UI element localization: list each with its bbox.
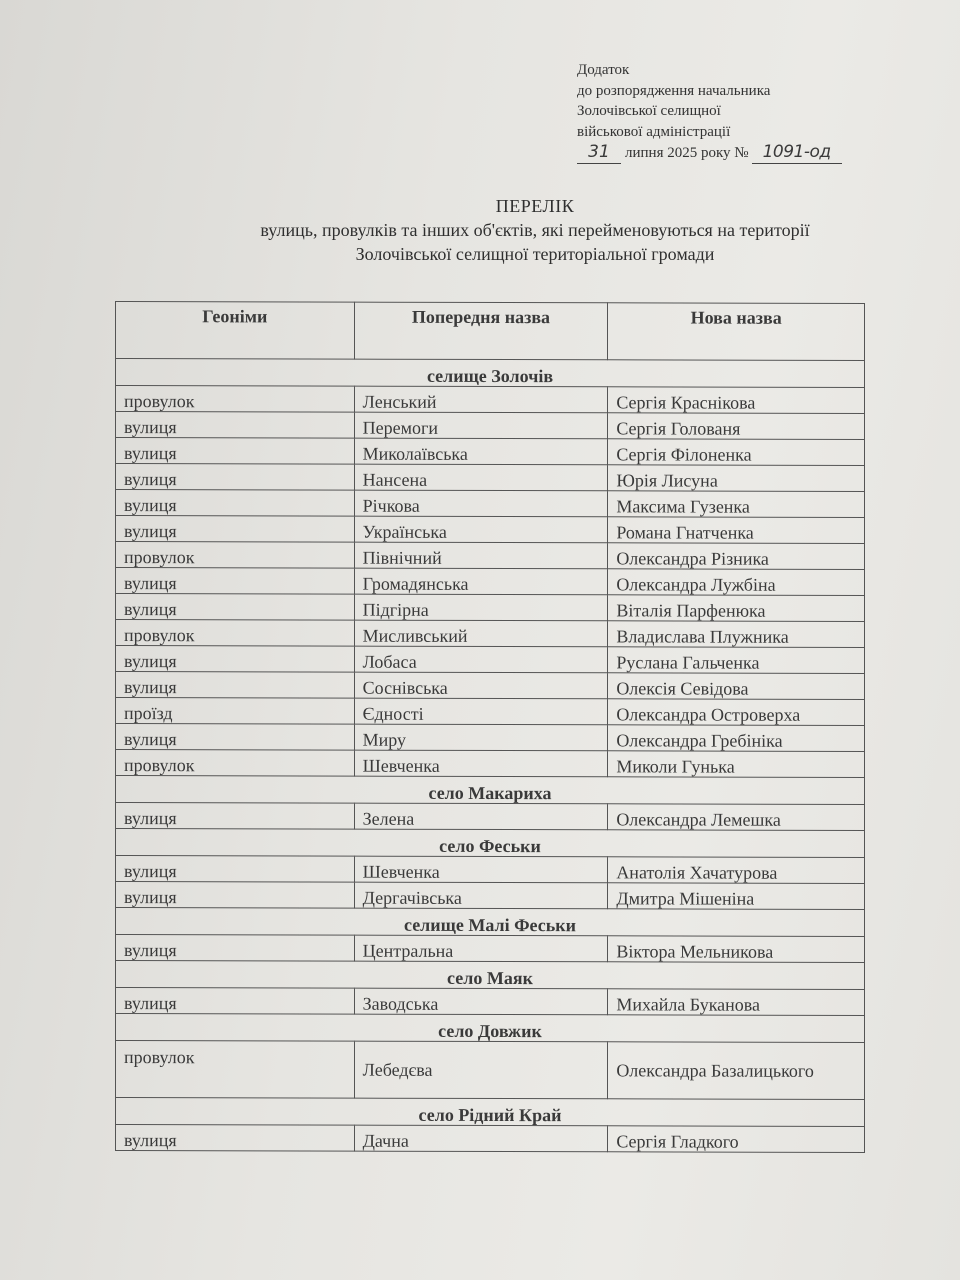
- section-row: [116, 776, 865, 805]
- new-name-cell: Владислава Плужника: [608, 621, 865, 648]
- geonym-cell: вулиця: [116, 988, 355, 1015]
- new-name-cell: Романа Гнатченка: [608, 517, 865, 544]
- new-name-cell: Олександра Гребініка: [608, 725, 865, 752]
- new-name-cell: Віктора Мельникова: [608, 936, 865, 963]
- new-name-cell: Сергія Гладкого: [608, 1126, 865, 1153]
- previous-name-cell: Мисливський: [354, 620, 608, 647]
- table-row: [116, 646, 865, 674]
- table-row: [116, 1041, 865, 1100]
- geonym-cell: вулиця: [116, 672, 355, 699]
- settlement-name: село Феськи: [116, 829, 865, 858]
- appendix-label: Додаток: [577, 62, 630, 78]
- section-row: [116, 961, 865, 990]
- new-name-cell: Михайла Буканова: [608, 989, 865, 1016]
- previous-name-cell: Українська: [354, 516, 608, 543]
- table-row: [116, 882, 865, 910]
- previous-name-cell: Ленський: [354, 386, 608, 413]
- document-title: [110, 194, 960, 266]
- previous-name-cell: Миколаївська: [354, 438, 608, 465]
- new-name-cell: Олександра Лемешка: [608, 804, 865, 831]
- order-reference: до розпорядження начальника: [577, 82, 771, 99]
- new-name-cell: Руслана Гальченка: [608, 647, 865, 674]
- geonym-cell: вулиця: [116, 1125, 355, 1152]
- section-row: [116, 359, 865, 388]
- section-row: [116, 1014, 865, 1043]
- geonym-cell: вулиця: [116, 412, 355, 439]
- title-heading: ПЕРЕЛІК: [495, 196, 575, 216]
- previous-name-cell: Річкова: [354, 490, 608, 517]
- settlement-name: селище Золочів: [116, 359, 865, 388]
- settlement-name: село Довжик: [116, 1014, 865, 1043]
- geonym-cell: вулиця: [116, 882, 355, 909]
- new-name-cell: Олександра Островерха: [608, 699, 865, 726]
- geonym-cell: провулок: [116, 542, 355, 569]
- header-geonyms: Геоніми: [116, 302, 355, 360]
- geonym-cell: вулиця: [116, 490, 355, 517]
- settlement-name: село Маяк: [116, 961, 865, 990]
- new-name-cell: Юрія Лисуна: [608, 465, 865, 492]
- geonym-cell: проїзд: [116, 698, 355, 725]
- section-row: [116, 908, 865, 937]
- table-row: [116, 803, 865, 831]
- previous-name-cell: Центральна: [354, 935, 608, 962]
- new-name-cell: Олександра Різника: [608, 543, 865, 570]
- table-row: [116, 594, 865, 622]
- geonym-cell: вулиця: [116, 594, 355, 621]
- settlement-name: селище Малі Феськи: [116, 908, 865, 937]
- geonym-cell: вулиця: [116, 724, 355, 751]
- previous-name-cell: Лебедєва: [354, 1041, 608, 1099]
- previous-name-cell: Соснівська: [354, 672, 608, 699]
- table-row: [116, 516, 865, 544]
- new-name-cell: Сергія Краснікова: [608, 387, 865, 414]
- geonym-cell: вулиця: [116, 646, 355, 673]
- handwritten-order-number: 1091-од: [752, 142, 842, 164]
- previous-name-cell: Шевченка: [354, 750, 608, 777]
- handwritten-day: 31: [577, 142, 621, 164]
- previous-name-cell: Громадянська: [354, 568, 608, 595]
- previous-name-cell: Дачна: [354, 1125, 608, 1152]
- new-name-cell: Віталія Парфенюка: [608, 595, 865, 622]
- table-row: [116, 412, 865, 440]
- header-previous-name: Попередня назва: [354, 302, 608, 360]
- geonym-cell: вулиця: [116, 568, 355, 595]
- previous-name-cell: Лобаса: [354, 646, 608, 673]
- renaming-table: [115, 301, 865, 1153]
- previous-name-cell: Підгірна: [354, 594, 608, 621]
- administration-name: військової адміністрації: [577, 123, 731, 140]
- table-row: [116, 698, 865, 726]
- table-row: [116, 750, 865, 778]
- table-row: [116, 464, 865, 492]
- order-date-line: [577, 142, 907, 164]
- section-row: [116, 829, 865, 858]
- table-header-row: [116, 302, 865, 361]
- geonym-cell: вулиця: [116, 438, 355, 465]
- previous-name-cell: Єдності: [354, 698, 608, 725]
- geonym-cell: провулок: [116, 750, 355, 777]
- table-row: [116, 542, 865, 570]
- table-row: [116, 988, 865, 1016]
- previous-name-cell: Нансена: [354, 464, 608, 491]
- title-line-1: вулиць, провулків та інших об'єктів, які перейменовуються на території: [260, 220, 810, 240]
- section-row: [116, 1098, 865, 1127]
- geonym-cell: вулиця: [116, 464, 355, 491]
- previous-name-cell: Північний: [354, 542, 608, 569]
- table-row: [116, 490, 865, 518]
- table-row: [116, 386, 865, 414]
- new-name-cell: Дмитра Мішеніна: [608, 883, 865, 910]
- table-row: [116, 935, 865, 963]
- previous-name-cell: Заводська: [354, 988, 608, 1015]
- previous-name-cell: Перемоги: [354, 412, 608, 439]
- table-row: [116, 620, 865, 648]
- geonym-cell: провулок: [116, 620, 355, 647]
- table-row: [116, 438, 865, 466]
- geonym-cell: провулок: [116, 1041, 355, 1099]
- table-row: [116, 724, 865, 752]
- council-name: Золочівської селищної: [577, 103, 721, 119]
- new-name-cell: Сергія Філоненка: [608, 439, 865, 466]
- new-name-cell: Олександра Базалицького: [608, 1042, 865, 1100]
- title-line-2: Золочівської селищної територіальної громади: [355, 244, 715, 264]
- order-date-text: липня 2025 року №: [625, 145, 749, 161]
- previous-name-cell: Миру: [354, 724, 608, 751]
- geonym-cell: провулок: [116, 386, 355, 413]
- header-new-name: Нова назва: [608, 303, 865, 361]
- settlement-name: село Рідний Край: [116, 1098, 865, 1127]
- table-row: [116, 568, 865, 596]
- new-name-cell: Миколи Гунька: [608, 751, 865, 778]
- geonym-cell: вулиця: [116, 803, 355, 830]
- previous-name-cell: Зелена: [354, 803, 608, 830]
- previous-name-cell: Шевченка: [354, 856, 608, 883]
- geonym-cell: вулиця: [116, 516, 355, 543]
- geonym-cell: вулиця: [116, 935, 355, 962]
- previous-name-cell: Дергачівська: [354, 882, 608, 909]
- new-name-cell: Максима Гузенка: [608, 491, 865, 518]
- new-name-cell: Олександра Лужбіна: [608, 569, 865, 596]
- new-name-cell: Анатолія Хачатурова: [608, 857, 865, 884]
- settlement-name: село Макариха: [116, 776, 865, 805]
- approval-stamp-block: [577, 60, 907, 164]
- geonym-cell: вулиця: [116, 856, 355, 883]
- new-name-cell: Сергія Голованя: [608, 413, 865, 440]
- new-name-cell: Олексія Севідова: [608, 673, 865, 700]
- table-row: [116, 1125, 865, 1153]
- table-row: [116, 856, 865, 884]
- table-row: [116, 672, 865, 700]
